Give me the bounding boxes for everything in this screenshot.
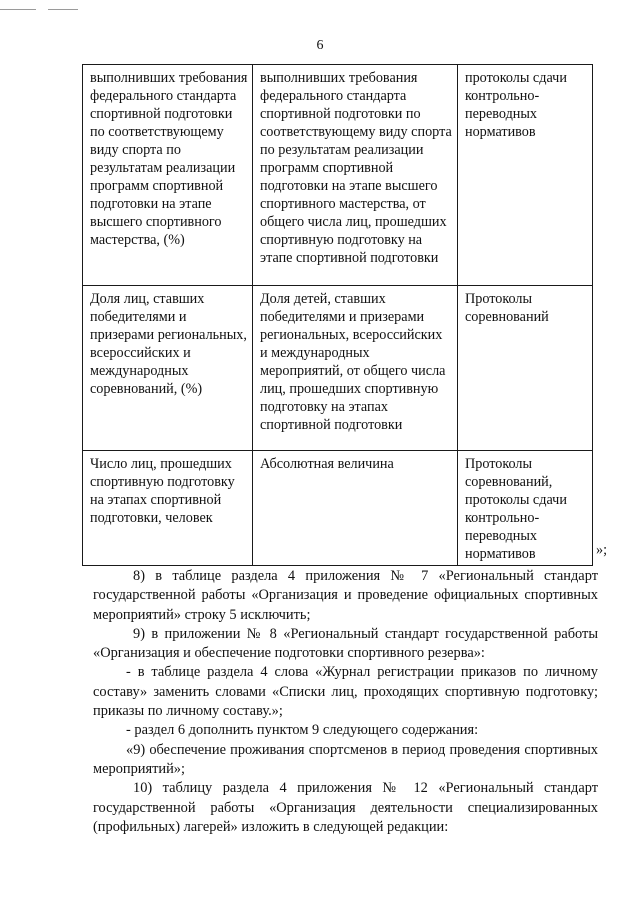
indicator-cell: выполнивших требования федерального стандарта спортивной подготовки по соответствующему виду спорта по результатам реализации программ спортивной подготовки на этапе высшего спортивного мастерства, (%) (83, 65, 253, 286)
paragraph-item-9: 9) в приложении № 8 «Региональный стандарт государственной работы «Организация и обеспечение подготовки спортивного резерва»: (93, 625, 598, 662)
indicator-cell: Число лиц, прошедших спортивную подготовку на этапах спортивной подготовки, человек (83, 451, 253, 566)
indicator-cell: Доля лиц, ставших победителями и призерами региональных, всероссийских и международных соревнований, (%) (83, 286, 253, 451)
paragraph-subitem-section6: - раздел 6 дополнить пунктом 9 следующего содержания: (126, 722, 479, 739)
amendments-text (93, 567, 598, 837)
indicators-table (82, 64, 593, 566)
source-cell: протоколы сдачи контрольно-переводных нормативов (458, 65, 593, 286)
table-row (83, 286, 593, 451)
header-rule-right (48, 9, 78, 10)
table-row (83, 451, 593, 566)
formula-cell: Доля детей, ставших победителями и призерами региональных, всероссийских и международных мероприятий, от общего числа лиц, прошедших спортивную подготовку на этапах спортивной подготовки (253, 286, 458, 451)
header-rule-left (0, 9, 36, 10)
table-closing-quote: »; (596, 542, 608, 558)
paragraph-subitem-journal: - в таблице раздела 4 слова «Журнал регистрации приказов по личному составу» заменить словами «Списки лиц, проходящих спортивную подготовку; приказы по личному составу.»; (93, 664, 598, 720)
formula-cell: Абсолютная величина (253, 451, 458, 566)
formula-cell: выполнивших требования федерального стандарта спортивной подготовки по соответствующему виду спорта по результатам реализации программ спортивной подготовки на этапе высшего спортивного мастерства, от общего числа лиц, прошедших спортивную подготовку на этапе спортивной подготовки (253, 65, 458, 286)
paragraph-item-8: 8) в таблице раздела 4 приложения № 7 «Региональный стандарт государственной работы «Организация и проведение официальных спортивных мероприятий» строку 5 исключить; (93, 568, 598, 623)
source-cell: Протоколы соревнований, протоколы сдачи контрольно-переводных нормативов (458, 451, 593, 566)
paragraph-point-9: «9) обеспечение проживания спортсменов в период проведения спортивных мероприятий»; (93, 741, 598, 777)
source-cell: Протоколы соревнований (458, 286, 593, 451)
paragraph-item-10: 10) таблицу раздела 4 приложения № 12 «Региональный стандарт государственной работы «Организация деятельности специализированных (профильных) лагерей» изложить в следующей редакции: (93, 780, 598, 835)
page-number: 6 (316, 38, 324, 53)
table-row (83, 65, 593, 286)
